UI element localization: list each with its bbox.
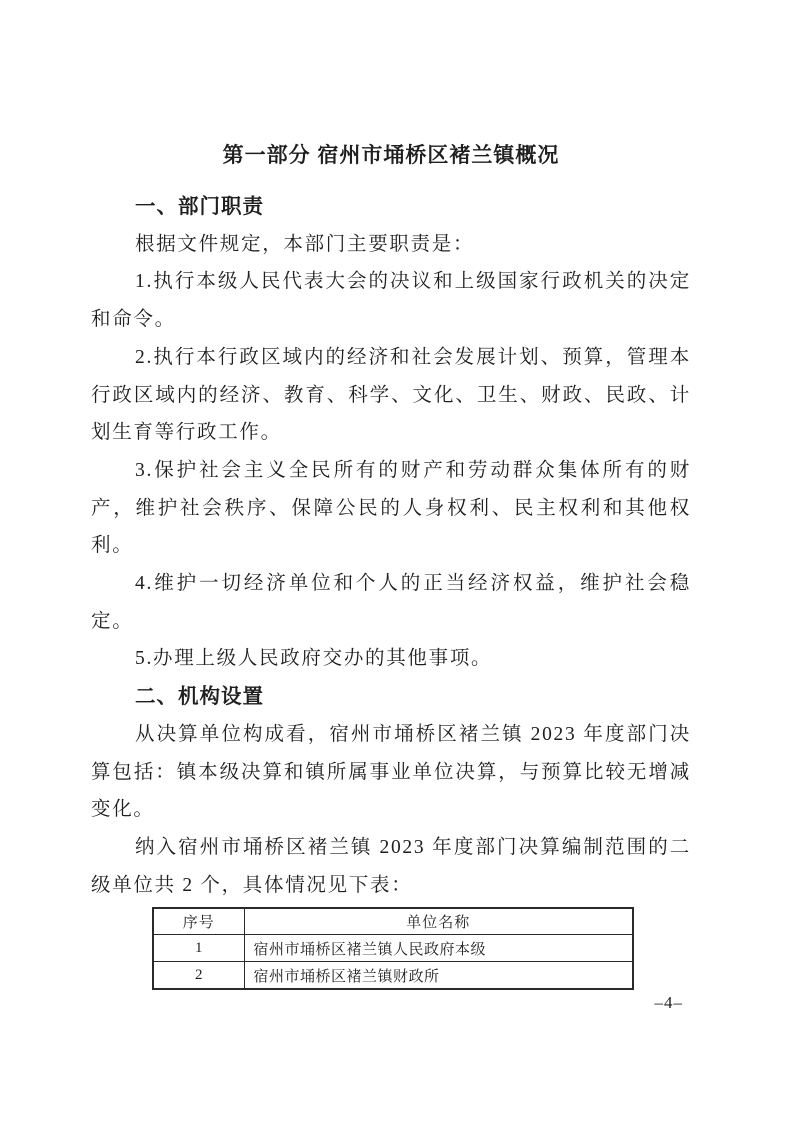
units-table-header-name: 单位名称 [244,908,633,935]
section-heading-duties: 一、部门职责 [135,195,264,218]
table-row [153,935,633,962]
section-heading-organization: 二、机构设置 [135,685,264,709]
duty-item-5: 5.办理上级人民政府交办的其他事项。 [135,648,493,670]
duties-intro-paragraph: 根据文件规定，本部门主要职责是： [135,233,475,255]
duty-item-4: 4.维护一切经济单位和个人的正当经济权益，维护社会稳定。 [91,573,691,632]
page-number: –4– [654,993,683,1012]
duty-item-2: 2.执行本行政区域内的经济和社会发展计划、预算，管理本行政区域内的经济、教育、科学、文化、卫生、财政、民政、计划生育等行政工作。 [91,346,691,444]
unit-row-1-name: 宿州市埇桥区褚兰镇人民政府本级 [244,935,633,962]
duty-item-1: 1.执行本级人民代表大会的决议和上级国家行政机关的决定和命令。 [91,271,691,331]
units-table-header-no: 序号 [153,908,244,935]
units-table [152,907,634,990]
organization-paragraph-1: 从决算单位构成看，宿州市埇桥区褚兰镇 2023 年度部门决算包括：镇本级决算和镇所属事业单位决算，与预算比较无增减变化。 [91,723,691,821]
units-table-header-row [153,908,633,935]
table-row [153,962,633,990]
organization-paragraph-2: 纳入宿州市埇桥区褚兰镇 2023 年度部门决算编制范围的二级单位共 2 个，具体情况见下表： [91,836,691,896]
unit-row-2-no: 2 [153,962,244,990]
unit-row-2-name: 宿州市埇桥区褚兰镇财政所 [244,962,633,990]
page-title: 第一部分 宿州市埇桥区褚兰镇概况 [222,144,560,167]
document-content [91,137,691,990]
duty-item-3: 3.保护社会主义全民所有的财产和劳动群众集体所有的财产，维护社会秩序、保障公民的人身权利、民主权利和其他权利。 [91,459,691,557]
unit-row-1-no: 1 [153,935,244,962]
